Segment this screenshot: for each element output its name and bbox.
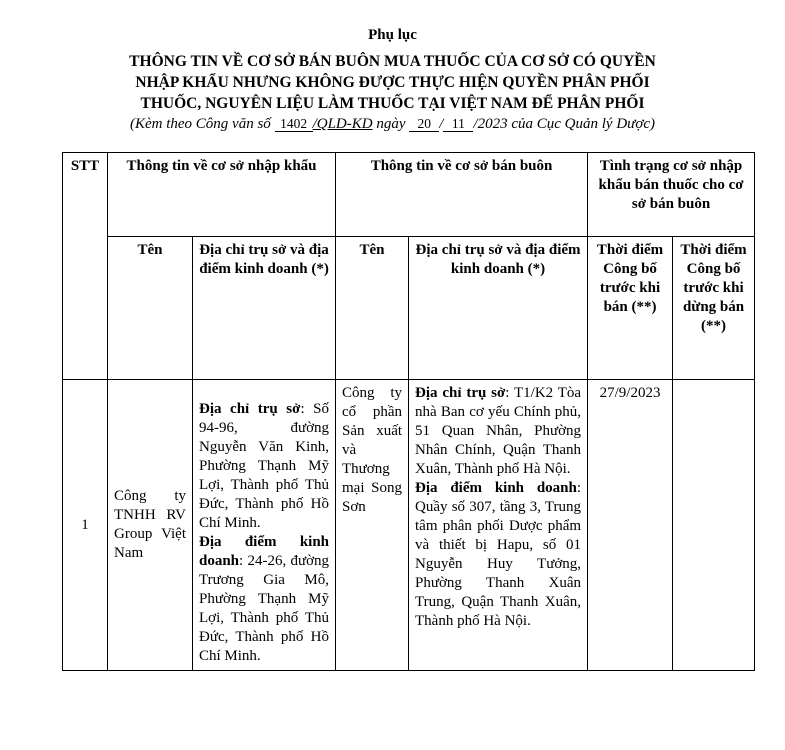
importer-hq-value: : Số 94-96, đường Nguyễn Văn Kinh, Phường Thạnh Mỹ Lợi, Thành phố Thủ Đức, Thành phố Hồ Chí Minh. bbox=[199, 401, 330, 531]
appendix-table bbox=[62, 152, 755, 671]
row-importer-name: Công ty TNHH RV Group Việt Nam bbox=[108, 380, 193, 671]
wholesaler-biz-value: : Quầy số 307, tầng 3, Trung tâm phân phối Dược phẩm và thiết bị Hapu, số 01 Nguyễn Huy Tưởng, Phường Thanh Xuân Trung, Quận Thanh Xuân, Thành phố Hà Nội. bbox=[415, 480, 582, 629]
row-time-start: 27/9/2023 bbox=[588, 380, 673, 671]
title-line-3: THUỐC, NGUYÊN LIỆU LÀM THUỐC TẠI VIỆT NAM ĐỂ PHÂN PHỐI bbox=[140, 95, 645, 112]
header-status-group: Tình trạng cơ sở nhập khẩu bán thuốc cho cơ sở bán buôn bbox=[588, 153, 755, 237]
importer-biz-label: Địa điểm kinh doanh bbox=[199, 534, 330, 569]
row-wholesaler-name: Công ty cổ phần Sản xuất và Thương mại Song Sơn bbox=[336, 380, 409, 671]
header-time-stop: Thời điểm Công bố trước khi dừng bán (**) bbox=[673, 237, 755, 380]
header-time-start: Thời điểm Công bố trước khi bán (**) bbox=[588, 237, 673, 380]
header-wholesaler-address: Địa chỉ trụ sở và địa điểm kinh doanh (*) bbox=[409, 237, 588, 380]
doc-year-suffix: /2023 của Cục Quản lý Dược) bbox=[473, 116, 655, 132]
header-stt: STT bbox=[63, 153, 108, 380]
wholesaler-hq-value: : T1/K2 Tòa nhà Ban cơ yếu Chính phủ, 51 Quan Nhân, Phường Nhân Chính, Quận Thanh Xuân, Thành phố Hà Nội. bbox=[415, 385, 582, 477]
header-row-sub bbox=[63, 237, 755, 380]
header-wholesaler-group: Thông tin về cơ sở bán buôn bbox=[336, 153, 588, 237]
importer-hq-label: Địa chỉ trụ sở bbox=[199, 401, 301, 417]
row-time-stop bbox=[673, 380, 755, 671]
row-wholesaler-address bbox=[409, 380, 588, 671]
table-row bbox=[63, 380, 755, 671]
day-label: ngày bbox=[372, 116, 410, 132]
doc-month: 11 bbox=[443, 117, 473, 132]
row-stt: 1 bbox=[63, 380, 108, 671]
header-wholesaler-name: Tên bbox=[336, 237, 409, 380]
header-row-groups bbox=[63, 153, 755, 237]
doc-number: 1402 bbox=[275, 117, 313, 132]
wholesaler-biz-label: Địa điểm kinh doanh bbox=[415, 480, 577, 496]
header-importer-address: Địa chỉ trụ sở và địa điểm kinh doanh (*) bbox=[193, 237, 336, 380]
wholesaler-hq-label: Địa chỉ trụ sở bbox=[415, 385, 506, 401]
reference-line: (Kèm theo Công văn số 1402 /QLD-KD ngày 20 / 11 /2023 của Cục Quản lý Dược) bbox=[129, 116, 655, 132]
doc-suffix: /QLD-KD bbox=[312, 116, 373, 132]
importer-biz-value: : 24-26, đường Trương Gia Mô, Phường Thạnh Mỹ Lợi, Thành phố Thủ Đức, Thành phố Hồ Chí Minh. bbox=[199, 553, 330, 664]
header-importer-group: Thông tin về cơ sở nhập khẩu bbox=[108, 153, 336, 237]
header-importer-name: Tên bbox=[108, 237, 193, 380]
reference-prefix: (Kèm theo Công văn số bbox=[129, 116, 275, 132]
doc-day: 20 bbox=[409, 117, 439, 132]
title-line-1: THÔNG TIN VỀ CƠ SỞ BÁN BUÔN MUA THUỐC CỦA CƠ SỞ CÓ QUYỀN bbox=[129, 53, 656, 70]
title-line-2: NHẬP KHẨU NHƯNG KHÔNG ĐƯỢC THỰC HIỆN QUYỀN PHÂN PHỐI bbox=[135, 74, 650, 91]
appendix-label: Phụ lục bbox=[368, 27, 417, 43]
row-importer-address bbox=[193, 380, 336, 671]
